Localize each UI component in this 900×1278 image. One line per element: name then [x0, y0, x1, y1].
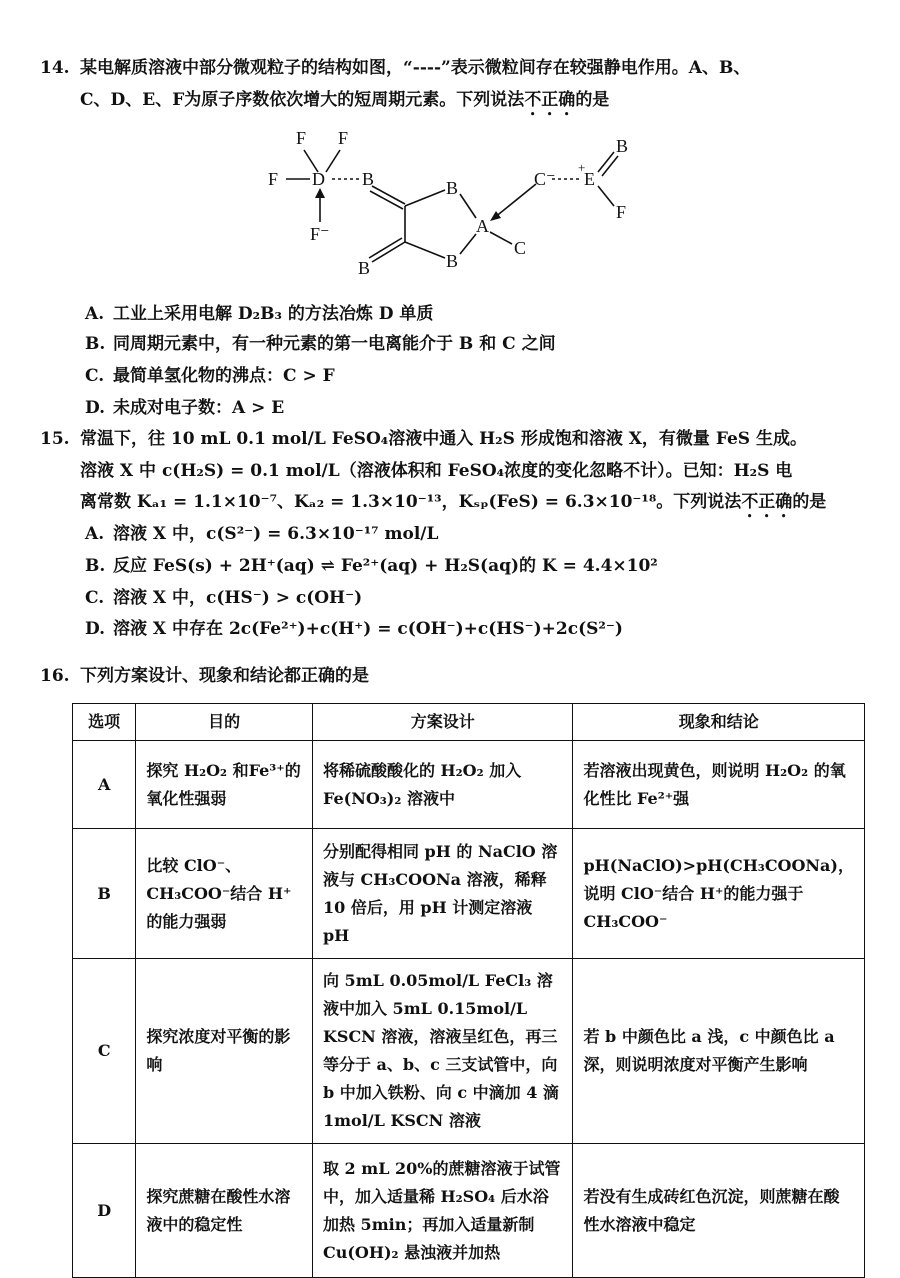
- atom-b: B: [446, 178, 459, 198]
- option-label: A.: [85, 304, 105, 324]
- q15-option-c[interactable]: [85, 582, 362, 614]
- row-option: A: [73, 741, 136, 829]
- header-result: 现象和结论: [573, 704, 865, 741]
- row-result: 若 b 中颜色比 a 浅，c 中颜色比 a 深，则说明浓度对平衡产生影响: [573, 959, 865, 1144]
- row-result: 若溶液出现黄色，则说明 H₂O₂ 的氧化性比 Fe²⁺强: [573, 741, 865, 829]
- bond-e-f: [598, 186, 614, 206]
- plus-charge: +: [578, 160, 586, 175]
- row-goal: 比较 ClO⁻、CH₃COO⁻结合 H⁺的能力强弱: [136, 829, 313, 959]
- table-row[interactable]: [73, 1144, 865, 1278]
- scheme-table: [72, 703, 865, 1278]
- option-text: 溶液 X 中存在 2c(Fe²⁺)+c(H⁺) = c(OH⁻)+c(HS⁻)+2c(S²⁻): [113, 619, 623, 639]
- row-design: 取 2 mL 20%的蔗糖溶液于试管中，加入适量稀 H₂SO₄ 后水浴加热 5min；再加入适量新制 Cu(OH)₂ 悬浊液并加热: [312, 1144, 573, 1278]
- question-14-stem: [40, 52, 750, 84]
- header-design: 方案设计: [312, 704, 573, 741]
- bond-b-a-bottom: [460, 234, 476, 254]
- question-16-stem: [40, 660, 369, 692]
- question-number: 14.: [40, 58, 70, 78]
- option-label: B.: [85, 556, 106, 576]
- option-text: 未成对电子数：A > E: [113, 398, 285, 418]
- option-text: 反应 FeS(s) + 2H⁺(aq) ⇌ Fe²⁺(aq) + H₂S(aq)的 K = 4.4×10²: [113, 556, 658, 576]
- double-bond-bottom-2: [369, 238, 402, 258]
- row-goal: 探究浓度对平衡的影响: [136, 959, 313, 1144]
- table-row[interactable]: [73, 829, 865, 959]
- option-label: D.: [85, 398, 106, 418]
- table-row[interactable]: [73, 741, 865, 829]
- question-number: 15.: [40, 429, 70, 449]
- q14-option-b[interactable]: [85, 328, 556, 360]
- double-bond-e-b-1: [598, 152, 614, 172]
- atom-f: F: [338, 128, 349, 148]
- question-15-line3: [80, 486, 826, 522]
- atom-d: D: [312, 169, 325, 189]
- question-14-line2: [80, 84, 609, 120]
- atom-f: F: [616, 202, 627, 222]
- ring-c-b-top: [405, 190, 445, 206]
- bond-b-a-top: [460, 194, 476, 218]
- atom-b: B: [358, 258, 371, 278]
- row-goal: 探究蔗糖在酸性水溶液中的稳定性: [136, 1144, 313, 1278]
- question-14-line1: 某电解质溶液中部分微观粒子的结构如图，“----”表示微粒间存在较强静电作用。A、B、: [80, 58, 751, 78]
- q14-emphasis-not-correct: 不正确: [524, 90, 576, 110]
- atom-a: A: [476, 216, 489, 236]
- atom-f: F: [296, 128, 307, 148]
- coordinate-bond-c-a: [494, 184, 536, 218]
- q14-option-c[interactable]: [85, 360, 335, 392]
- arrowhead-to-a: [490, 211, 501, 221]
- q15-option-d[interactable]: [85, 613, 623, 645]
- question-number: 16.: [40, 666, 70, 686]
- row-design: 将稀硫酸酸化的 H₂O₂ 加入 Fe(NO₃)₂ 溶液中: [312, 741, 573, 829]
- option-text: 溶液 X 中，c(HS⁻) > c(OH⁻): [113, 588, 363, 608]
- q15-option-a[interactable]: [85, 518, 438, 550]
- option-label: A.: [85, 524, 105, 544]
- q14-line2-text: C、D、E、F为原子序数依次增大的短周期元素。下列说法: [80, 90, 525, 110]
- question-15-stem: [40, 423, 807, 455]
- bond-a-c: [490, 232, 512, 244]
- atom-c: C: [514, 238, 527, 258]
- table-header-row: [73, 704, 865, 741]
- row-option: B: [73, 829, 136, 959]
- q15-emphasis-not-correct: 不正确: [741, 492, 793, 512]
- structure-diagram: [240, 122, 660, 292]
- q15-option-b[interactable]: [85, 550, 658, 582]
- option-text: 溶液 X 中，c(S²⁻) = 6.3×10⁻¹⁷ mol/L: [113, 524, 439, 544]
- row-result: pH(NaClO)>pH(CH₃COONa)，说明 ClO⁻结合 H⁺的能力强于 CH₃COO⁻: [573, 829, 865, 959]
- atom-b: B: [446, 251, 459, 271]
- q14-option-d[interactable]: [85, 392, 284, 424]
- option-label: C.: [85, 366, 105, 386]
- atom-b: B: [362, 169, 375, 189]
- ion-f-minus: F⁻: [310, 224, 330, 244]
- option-label: B.: [85, 334, 106, 354]
- double-bond-e-b-2: [602, 156, 618, 176]
- option-label: D.: [85, 619, 106, 639]
- question-15-line2: 溶液 X 中 c(H₂S) = 0.1 mol/L（溶液体积和 FeSO₄浓度的变化忽略不计）。已知：H₂S 电: [80, 461, 793, 481]
- row-design: 分别配得相同 pH 的 NaClO 溶液与 CH₃COONa 溶液，稀释 10 倍后，用 pH 计测定溶液 pH: [312, 829, 573, 959]
- table-row[interactable]: [73, 959, 865, 1144]
- q14-line2-end: 的是: [575, 90, 610, 110]
- header-goal: 目的: [136, 704, 313, 741]
- q15-line3-text: 离常数 Kₐ₁ = 1.1×10⁻⁷、Kₐ₂ = 1.3×10⁻¹³，Kₛₚ(FeS) = 6.3×10⁻¹⁸。下列说法: [80, 492, 742, 512]
- option-label: C.: [85, 588, 105, 608]
- ion-c-minus: C⁻: [534, 169, 556, 189]
- atom-f: F: [268, 169, 279, 189]
- question-15-line1: 常温下，往 10 mL 0.1 mol/L FeSO₄溶液中通入 H₂S 形成饱和溶液 X，有微量 FeS 生成。: [80, 429, 807, 449]
- q14-option-a[interactable]: [85, 298, 433, 330]
- atom-b: B: [616, 136, 629, 156]
- q15-line3-end: 的是: [792, 492, 827, 512]
- header-option: 选项: [73, 704, 136, 741]
- row-option: D: [73, 1144, 136, 1278]
- arrowhead-to-d: [315, 188, 325, 198]
- bond-d-f2: [326, 150, 340, 172]
- question-16-title: 下列方案设计、现象和结论都正确的是: [80, 666, 369, 686]
- ring-c-b-bottom: [405, 242, 445, 258]
- row-option: C: [73, 959, 136, 1144]
- row-result: 若没有生成砖红色沉淀，则蔗糖在酸性水溶液中稳定: [573, 1144, 865, 1278]
- row-design: 向 5mL 0.05mol/L FeCl₃ 溶液中加入 5mL 0.15mol/L KSCN 溶液，溶液呈红色，再三等分于 a、b、c 三支试管中，向 b 中加入铁粉、向 c 中滴加 4 滴 1mol/L KSCN 溶液: [312, 959, 573, 1144]
- option-text: 工业上采用电解 D₂B₃ 的方法冶炼 D 单质: [113, 304, 434, 324]
- option-text: 最简单氢化物的沸点：C > F: [113, 366, 335, 386]
- atom-e: E: [584, 169, 595, 189]
- row-goal: 探究 H₂O₂ 和Fe³⁺的氧化性强弱: [136, 741, 313, 829]
- option-text: 同周期元素中，有一种元素的第一电离能介于 B 和 C 之间: [113, 334, 556, 354]
- double-bond-bottom-1: [372, 242, 405, 262]
